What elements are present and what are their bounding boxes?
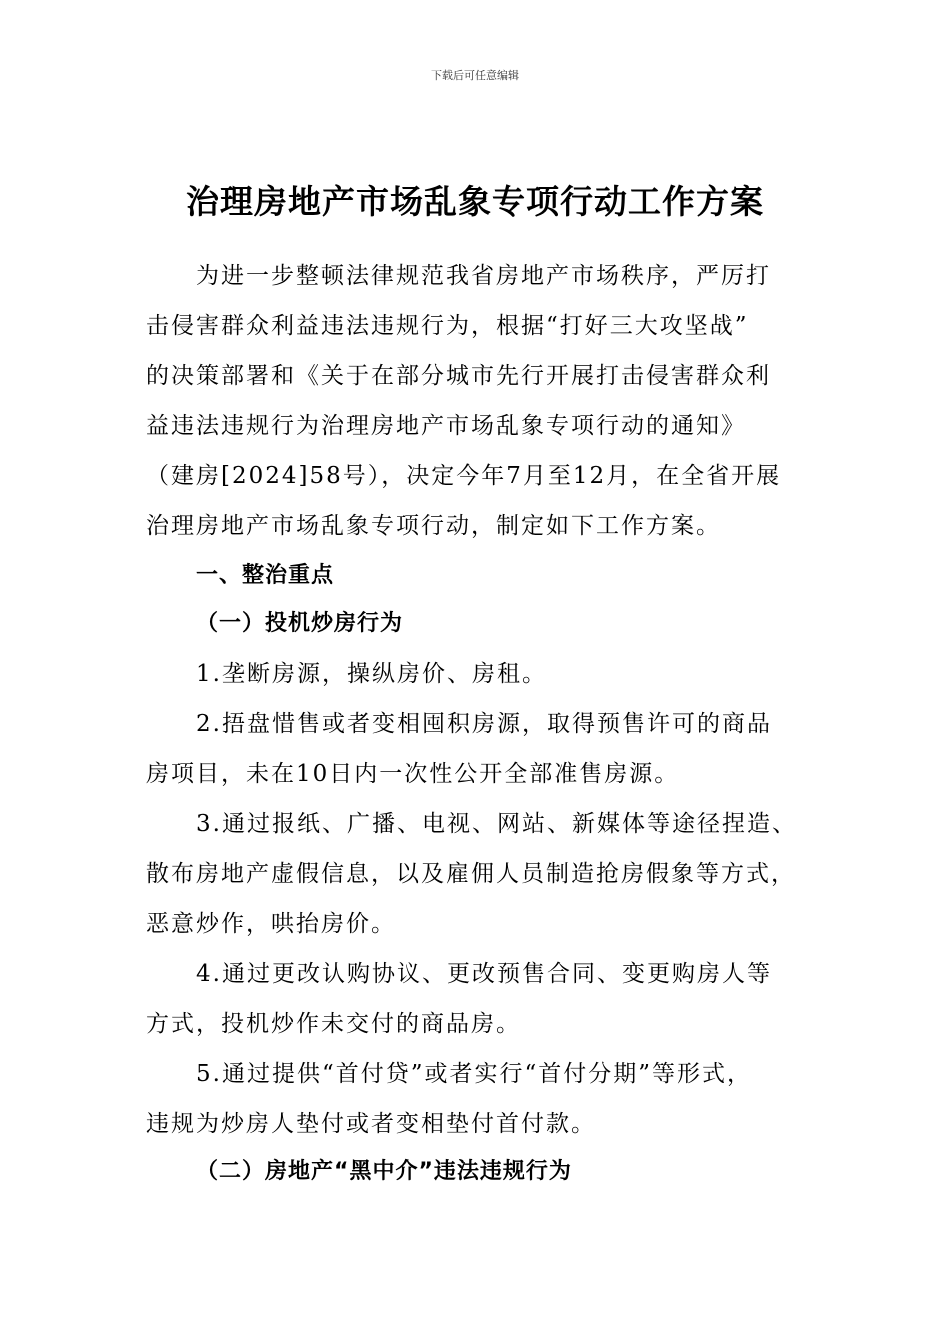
list-item: 3.通过报纸、广播、电视、网站、新媒体等途径捏造、 — [196, 811, 797, 837]
list-item-continuation: 违规为炒房人垫付或者变相垫付首付款。 — [146, 1111, 596, 1137]
list-item: 5.通过提供“首付贷”或者实行“首付分期”等形式， — [196, 1061, 752, 1087]
section-heading: 一、整治重点 — [196, 563, 335, 588]
paragraph-line: 击侵害群众利益违法违规行为，根据“打好三大攻坚战” — [146, 313, 749, 339]
list-item-continuation: 散布房地产虚假信息，以及雇佣人员制造抢房假象等方式， — [146, 861, 796, 887]
paragraph-line: 的决策部署和《关于在部分城市先行开展打击侵害群众利 — [146, 363, 771, 389]
paragraph-line: 为进一步整顿法律规范我省房地产市场秩序，严厉打 — [196, 263, 771, 289]
paragraph-line: 益违法违规行为治理房地产市场乱象专项行动的通知》 — [146, 413, 746, 439]
list-item-continuation: 恶意炒作，哄抬房价。 — [146, 911, 396, 937]
subsection-heading: （二）房地产“黑中介”违法违规行为 — [196, 1159, 572, 1184]
header-note: 下载后可任意编辑 — [431, 69, 519, 82]
list-item: 4.通过更改认购协议、更改预售合同、变更购房人等 — [196, 961, 772, 987]
paragraph-line: （建房[2024]58号），决定今年7月至12月，在全省开展 — [146, 463, 782, 489]
subsection-heading: （一）投机炒房行为 — [196, 611, 404, 636]
list-item-continuation: 方式，投机炒作未交付的商品房。 — [146, 1011, 521, 1037]
list-item-continuation: 房项目，未在10日内一次性公开全部准售房源。 — [146, 761, 680, 787]
list-item: 1.垄断房源，操纵房价、房租。 — [196, 661, 547, 687]
paragraph-line: 治理房地产市场乱象专项行动，制定如下工作方案。 — [146, 513, 721, 539]
list-item: 2.捂盘惜售或者变相囤积房源，取得预售许可的商品 — [196, 711, 772, 737]
document-title: 治理房地产市场乱象专项行动工作方案 — [186, 182, 764, 221]
